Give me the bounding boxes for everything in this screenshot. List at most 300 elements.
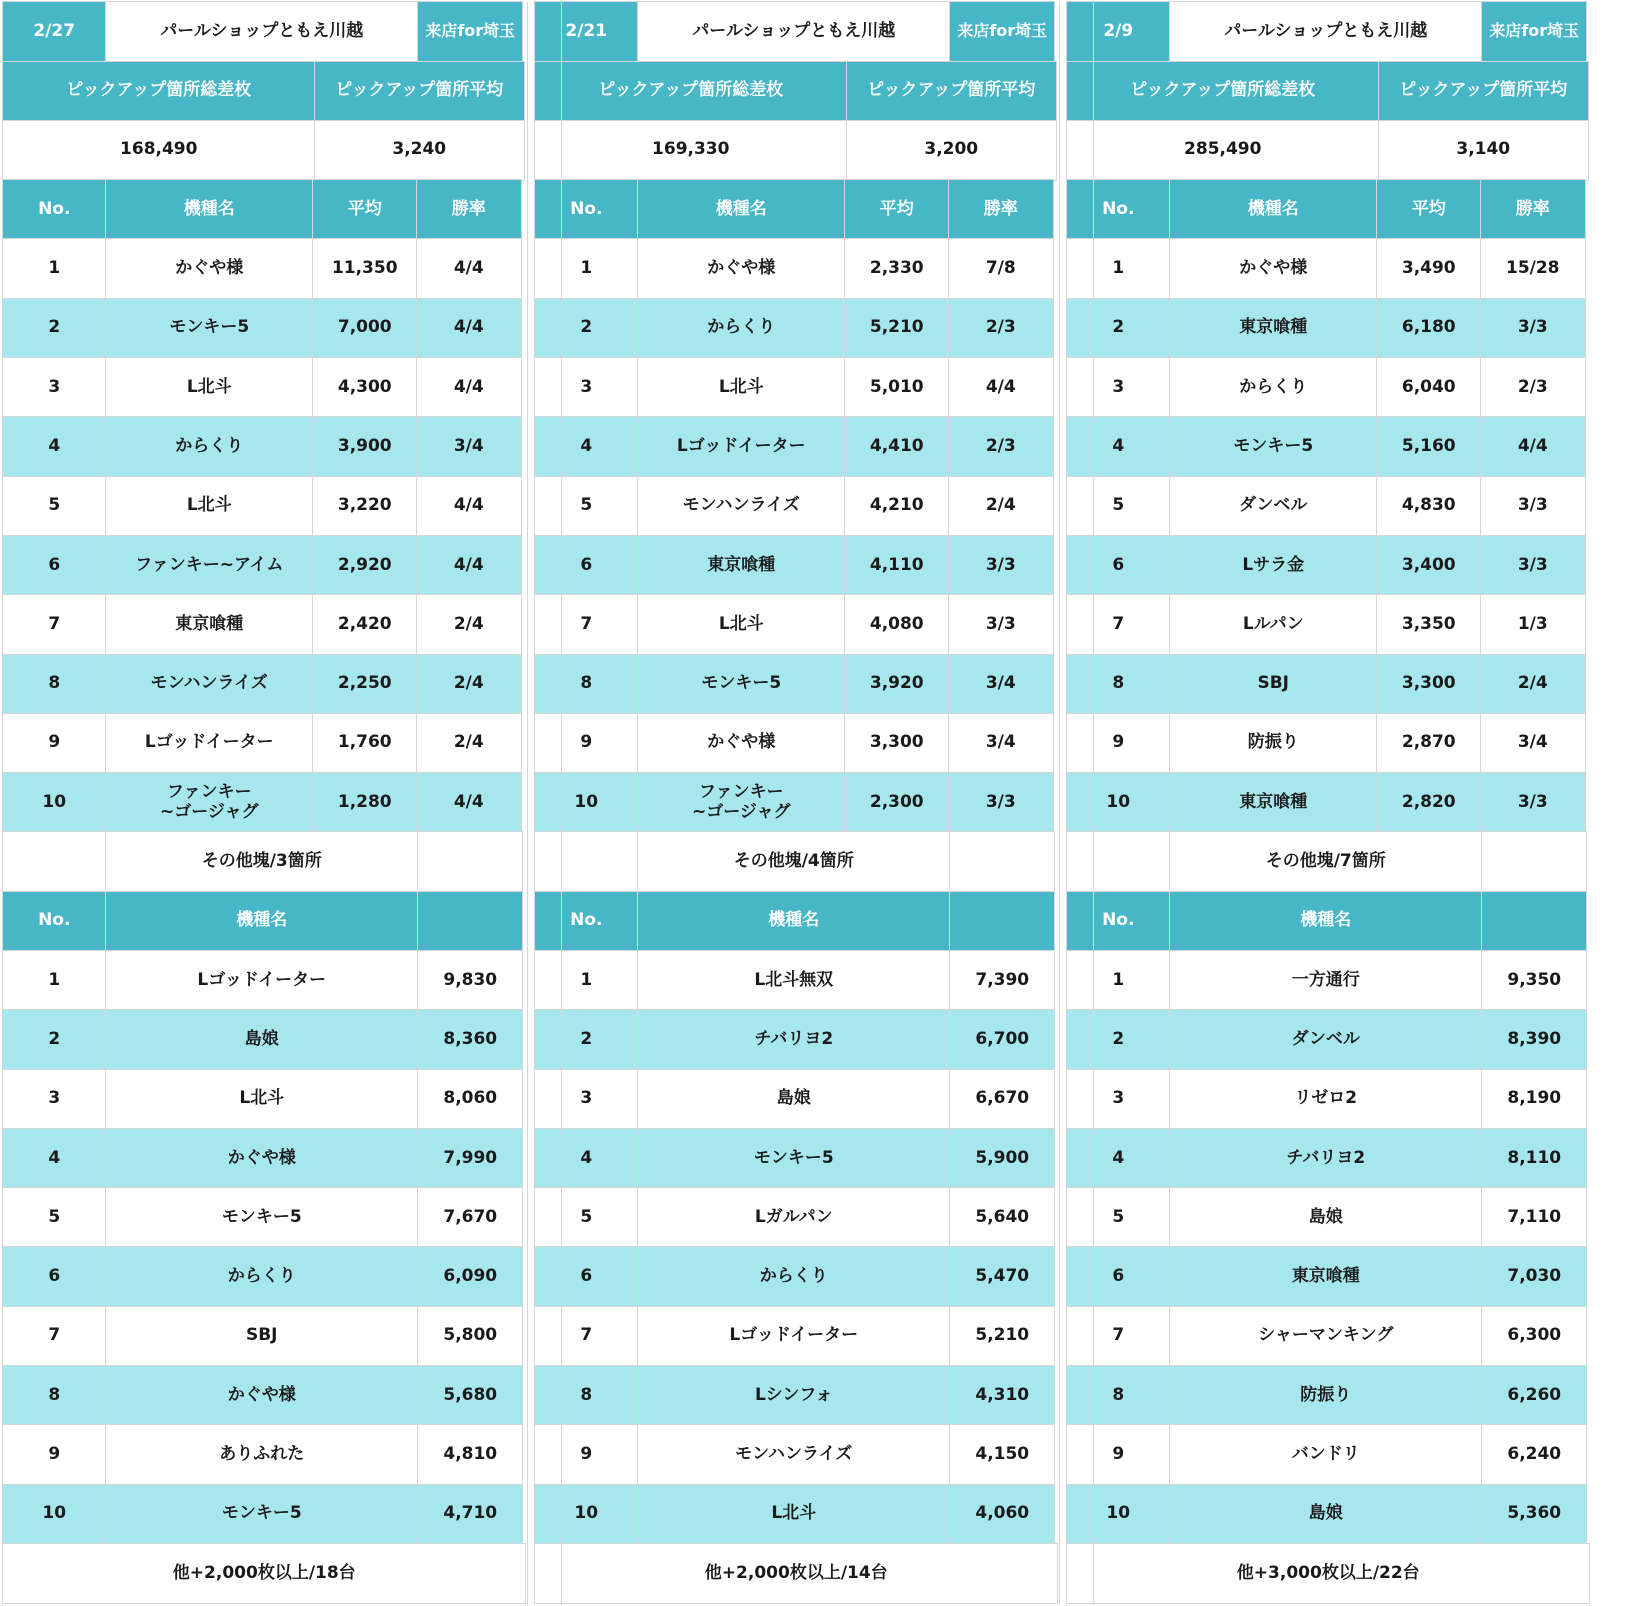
model-name-cell: Lガルパン xyxy=(637,1187,951,1248)
model-name-cell: 東京喰種 xyxy=(1169,1246,1483,1307)
average-value-cell: 4,410 xyxy=(844,416,949,477)
individual-row xyxy=(3,1307,527,1366)
rank-no-cell: 9 xyxy=(2,1424,106,1485)
average-value-cell: 4,080 xyxy=(844,594,949,655)
win-rate-cell: 3/4 xyxy=(948,654,1054,715)
model-name-cell: L北斗 xyxy=(105,357,314,418)
ranking-row xyxy=(1067,358,1591,417)
ranking-row xyxy=(1067,536,1591,595)
win-rate-cell: 1/3 xyxy=(1480,594,1586,655)
average-value-cell: 1,760 xyxy=(312,713,417,774)
average-value-cell: 6,040 xyxy=(1376,357,1481,418)
model-name-cell: モンキー5 xyxy=(105,1484,419,1545)
diff-value-cell: 9,830 xyxy=(417,950,523,1011)
win-rate-cell: 3/4 xyxy=(948,713,1054,774)
rank-no-cell: 4 xyxy=(534,416,638,477)
win-rate-cell: 2/4 xyxy=(948,476,1054,537)
win-rate-cell: 3/3 xyxy=(1480,535,1586,596)
individual-row xyxy=(535,1366,1059,1425)
win-rate-header-cell: 勝率 xyxy=(1480,179,1586,240)
total-label-cell: ピックアップ箇所総差枚 xyxy=(534,61,847,122)
rank-no-cell: 3 xyxy=(2,1069,106,1130)
shop-name-cell: パールショップともえ川越 xyxy=(105,1,419,62)
model-name-cell: ダンベル xyxy=(1169,476,1378,537)
individual-row xyxy=(535,951,1059,1010)
model-name-cell: モンキー5 xyxy=(637,654,846,715)
rank-no-cell: 4 xyxy=(2,1128,106,1189)
no-header-cell: No. xyxy=(534,891,638,952)
panel-header-row xyxy=(1067,2,1591,61)
rank-no-cell: 2 xyxy=(534,1009,638,1070)
win-rate-cell: 3/3 xyxy=(1480,772,1586,833)
rank-no-cell: 10 xyxy=(1066,1484,1170,1545)
panel-separator xyxy=(527,2,562,1605)
rank-no-cell: 1 xyxy=(534,950,638,1011)
total-value-cell: 169,330 xyxy=(534,120,847,181)
win-rate-cell: 4/4 xyxy=(948,357,1054,418)
diff-value-cell: 6,090 xyxy=(417,1246,523,1307)
model-name-cell: 東京喰種 xyxy=(637,535,846,596)
average-value-cell: 11,350 xyxy=(312,238,417,299)
average-value-cell: 2,820 xyxy=(1376,772,1481,833)
rank-no-cell: 9 xyxy=(1066,713,1170,774)
rank-no-cell: 7 xyxy=(2,1306,106,1367)
rank-no-cell: 10 xyxy=(534,1484,638,1545)
average-value-cell: 2,300 xyxy=(844,772,949,833)
model-name-cell: からくり xyxy=(105,416,314,477)
individual-row xyxy=(535,1307,1059,1366)
rank-no-cell: 6 xyxy=(1066,1246,1170,1307)
model-name-cell: からくり xyxy=(105,1246,419,1307)
win-rate-cell: 4/4 xyxy=(416,476,522,537)
model-name-cell: 東京喰種 xyxy=(1169,772,1378,833)
diff-value-cell: 4,150 xyxy=(949,1424,1055,1485)
average-value-cell: 3,300 xyxy=(1376,654,1481,715)
model-name-cell: 東京喰種 xyxy=(1169,298,1378,359)
win-rate-header-cell: 勝率 xyxy=(948,179,1054,240)
model-name-cell: モンキー5 xyxy=(637,1128,951,1189)
individual-row xyxy=(535,1129,1059,1188)
average-value-cell: 2,330 xyxy=(844,238,949,299)
individual-row xyxy=(3,1188,527,1247)
model-header-cell: 機種名 xyxy=(1169,891,1483,952)
report-panel xyxy=(1067,2,1591,1603)
other-block-cell: その他塊/3箇所 xyxy=(105,831,419,892)
rank-no-cell: 1 xyxy=(2,238,106,299)
rank-no-cell: 2 xyxy=(534,298,638,359)
empty-cell xyxy=(1481,831,1587,892)
model-name-cell: チバリヨ2 xyxy=(637,1009,951,1070)
win-rate-cell: 2/3 xyxy=(948,416,1054,477)
rank-no-cell: 10 xyxy=(534,772,638,833)
other-block-row xyxy=(1067,832,1591,891)
summary-label-row xyxy=(1067,61,1591,120)
no-header-cell: No. xyxy=(1066,891,1170,952)
report-panel xyxy=(535,2,1059,1603)
individual-row xyxy=(1067,1247,1591,1306)
diff-value-cell: 8,390 xyxy=(1481,1009,1587,1070)
rank-no-cell: 4 xyxy=(1066,416,1170,477)
diff-value-cell: 8,190 xyxy=(1481,1069,1587,1130)
rank-no-cell: 8 xyxy=(534,1365,638,1426)
average-value-cell: 3,240 xyxy=(314,120,525,181)
individual-row xyxy=(1067,1425,1591,1484)
rank-no-cell: 6 xyxy=(2,1246,106,1307)
individual-row xyxy=(3,1484,527,1543)
no-header-cell: No. xyxy=(534,179,638,240)
average-value-cell: 6,180 xyxy=(1376,298,1481,359)
rank-no-cell: 8 xyxy=(2,1365,106,1426)
rank-no-cell: 7 xyxy=(1066,594,1170,655)
empty-cell xyxy=(417,831,523,892)
model-name-cell: Lゴッドイーター xyxy=(637,1306,951,1367)
rank-no-cell: 3 xyxy=(1066,357,1170,418)
ranking-row xyxy=(1067,654,1591,713)
average-value-cell: 3,400 xyxy=(1376,535,1481,596)
rank-no-cell: 6 xyxy=(534,1246,638,1307)
win-rate-cell: 2/3 xyxy=(948,298,1054,359)
ranking-row xyxy=(535,536,1059,595)
panel-header-row xyxy=(3,2,527,61)
ranking-row xyxy=(1067,298,1591,357)
win-rate-cell: 15/28 xyxy=(1480,238,1586,299)
win-rate-cell: 3/3 xyxy=(1480,476,1586,537)
model-name-cell: ファンキー ~ゴージャグ xyxy=(637,772,846,833)
panel-separator xyxy=(1059,2,1094,1605)
diff-value-cell: 6,700 xyxy=(949,1009,1055,1070)
model-name-cell: 防振り xyxy=(1169,1365,1483,1426)
other-block-cell: その他塊/7箇所 xyxy=(1169,831,1483,892)
average-header-cell: 平均 xyxy=(312,179,417,240)
individual-row xyxy=(3,1247,527,1306)
ranking-row xyxy=(1067,595,1591,654)
ranking-row xyxy=(535,417,1059,476)
rank-no-cell: 7 xyxy=(534,1306,638,1367)
model-name-cell: SBJ xyxy=(105,1306,419,1367)
ranking-row xyxy=(535,476,1059,535)
average-value-cell: 4,830 xyxy=(1376,476,1481,537)
diff-value-cell: 8,360 xyxy=(417,1009,523,1070)
rank-no-cell: 9 xyxy=(2,713,106,774)
model-name-cell: モンハンライズ xyxy=(105,654,314,715)
summary-value-row xyxy=(3,121,527,180)
diff-value-cell: 5,640 xyxy=(949,1187,1055,1248)
model-name-cell: 島娘 xyxy=(1169,1484,1483,1545)
total-value-cell: 285,490 xyxy=(1066,120,1379,181)
average-value-cell: 2,920 xyxy=(312,535,417,596)
win-rate-cell: 3/3 xyxy=(948,594,1054,655)
average-value-cell: 3,300 xyxy=(844,713,949,774)
model-name-cell: モンキー5 xyxy=(1169,416,1378,477)
average-value-cell: 1,280 xyxy=(312,772,417,833)
diff-value-cell: 8,060 xyxy=(417,1069,523,1130)
model-name-cell: Lゴッドイーター xyxy=(637,416,846,477)
model-name-cell: Lゴッドイーター xyxy=(105,950,419,1011)
average-value-cell: 4,110 xyxy=(844,535,949,596)
summary-value-row xyxy=(1067,121,1591,180)
individual-row xyxy=(1067,951,1591,1010)
model-name-cell: モンキー5 xyxy=(105,1187,419,1248)
rank-no-cell: 2 xyxy=(2,298,106,359)
individual-row xyxy=(3,1425,527,1484)
individual-row xyxy=(535,1069,1059,1128)
ranking-row xyxy=(535,239,1059,298)
rank-no-cell: 9 xyxy=(534,1424,638,1485)
win-rate-cell: 3/4 xyxy=(416,416,522,477)
individual-row xyxy=(535,1010,1059,1069)
individual-row xyxy=(1067,1188,1591,1247)
diff-value-cell: 4,810 xyxy=(417,1424,523,1485)
average-value-cell: 4,300 xyxy=(312,357,417,418)
ranking-row xyxy=(3,239,527,298)
diff-value-cell: 6,240 xyxy=(1481,1424,1587,1485)
no-header-cell: No. xyxy=(1066,179,1170,240)
ranking-row xyxy=(3,714,527,773)
panel-header-row xyxy=(535,2,1059,61)
diff-value-cell: 6,260 xyxy=(1481,1365,1587,1426)
individual-row xyxy=(3,1010,527,1069)
rank-no-cell: 10 xyxy=(2,772,106,833)
event-cell: 来店for埼玉 xyxy=(417,1,523,62)
ranking-row xyxy=(535,358,1059,417)
model-header-cell: 機種名 xyxy=(105,891,419,952)
summary-value-row xyxy=(535,121,1059,180)
win-rate-cell: 4/4 xyxy=(416,772,522,833)
ranking-row xyxy=(535,595,1059,654)
footer-row xyxy=(1067,1544,1591,1603)
ranking-row xyxy=(3,536,527,595)
value-header-cell xyxy=(949,891,1055,952)
model-name-cell: かぐや様 xyxy=(637,238,846,299)
ranking-row xyxy=(1067,476,1591,535)
model-name-cell: L北斗 xyxy=(637,594,846,655)
model-name-cell: シャーマンキング xyxy=(1169,1306,1483,1367)
model-name-cell: ありふれた xyxy=(105,1424,419,1485)
win-rate-cell: 4/4 xyxy=(1480,416,1586,477)
event-cell: 来店for埼玉 xyxy=(1481,1,1587,62)
ranking-row xyxy=(535,773,1059,832)
rank-no-cell: 9 xyxy=(534,713,638,774)
model-name-cell: かぐや様 xyxy=(105,238,314,299)
rank-no-cell: 8 xyxy=(1066,654,1170,715)
ranking-row xyxy=(535,714,1059,773)
report-panel xyxy=(3,2,527,1603)
rank-no-cell: 4 xyxy=(1066,1128,1170,1189)
win-rate-cell: 3/4 xyxy=(1480,713,1586,774)
rank-no-cell: 5 xyxy=(1066,1187,1170,1248)
model-name-cell: ダンベル xyxy=(1169,1009,1483,1070)
rank-no-cell: 8 xyxy=(534,654,638,715)
rank-no-cell: 10 xyxy=(2,1484,106,1545)
model-name-cell: 東京喰種 xyxy=(105,594,314,655)
summary-label-row xyxy=(3,61,527,120)
individual-row xyxy=(1067,1069,1591,1128)
win-rate-header-cell: 勝率 xyxy=(416,179,522,240)
average-value-cell: 2,250 xyxy=(312,654,417,715)
ranking-row xyxy=(1067,239,1591,298)
footer-note-cell: 他+3,000枚以上/22台 xyxy=(1066,1543,1590,1604)
other-block-row xyxy=(3,832,527,891)
ranking-row xyxy=(3,298,527,357)
average-value-cell: 3,900 xyxy=(312,416,417,477)
ranking-row xyxy=(3,476,527,535)
rank-no-cell: 9 xyxy=(1066,1424,1170,1485)
average-value-cell: 5,010 xyxy=(844,357,949,418)
average-label-cell: ピックアップ箇所平均 xyxy=(314,61,525,122)
model-name-cell: L北斗 xyxy=(105,1069,419,1130)
average-label-cell: ピックアップ箇所平均 xyxy=(1378,61,1589,122)
individual-row xyxy=(1067,1129,1591,1188)
date-cell: 2/21 xyxy=(534,1,638,62)
average-label-cell: ピックアップ箇所平均 xyxy=(846,61,1057,122)
diff-value-cell: 7,390 xyxy=(949,950,1055,1011)
average-value-cell: 5,210 xyxy=(844,298,949,359)
no-header-cell: No. xyxy=(2,179,106,240)
average-value-cell: 3,490 xyxy=(1376,238,1481,299)
rank-no-cell: 5 xyxy=(534,1187,638,1248)
win-rate-cell: 2/4 xyxy=(416,594,522,655)
total-value-cell: 168,490 xyxy=(2,120,315,181)
individual-row xyxy=(535,1188,1059,1247)
shop-name-cell: パールショップともえ川越 xyxy=(637,1,951,62)
rank-no-cell: 2 xyxy=(1066,1009,1170,1070)
ranking-row xyxy=(3,773,527,832)
rank-no-cell: 6 xyxy=(2,535,106,596)
win-rate-cell: 4/4 xyxy=(416,298,522,359)
model-name-cell: モンハンライズ xyxy=(637,476,846,537)
ranking-header-row xyxy=(535,180,1059,239)
rank-no-cell: 3 xyxy=(2,357,106,418)
model-name-cell: バンドリ xyxy=(1169,1424,1483,1485)
event-cell: 来店for埼玉 xyxy=(949,1,1055,62)
rank-no-cell: 1 xyxy=(1066,238,1170,299)
footer-note-cell: 他+2,000枚以上/18台 xyxy=(2,1543,526,1604)
rank-no-cell: 8 xyxy=(1066,1365,1170,1426)
rank-no-cell: 2 xyxy=(2,1009,106,1070)
footer-row xyxy=(535,1544,1059,1603)
summary-label-row xyxy=(535,61,1059,120)
other-block-cell: その他塊/4箇所 xyxy=(637,831,951,892)
rank-no-cell: 10 xyxy=(1066,772,1170,833)
diff-value-cell: 4,060 xyxy=(949,1484,1055,1545)
ranking-row xyxy=(535,298,1059,357)
model-name-cell: 島娘 xyxy=(637,1069,951,1130)
value-header-cell xyxy=(417,891,523,952)
model-header-cell: 機種名 xyxy=(105,179,314,240)
individual-row xyxy=(1067,1010,1591,1069)
rank-no-cell: 8 xyxy=(2,654,106,715)
rank-no-cell: 7 xyxy=(2,594,106,655)
model-name-cell: L北斗 xyxy=(105,476,314,537)
win-rate-cell: 2/4 xyxy=(416,654,522,715)
win-rate-cell: 4/4 xyxy=(416,535,522,596)
rank-no-cell: 5 xyxy=(2,476,106,537)
diff-value-cell: 5,800 xyxy=(417,1306,523,1367)
average-header-cell: 平均 xyxy=(1376,179,1481,240)
rank-no-cell: 7 xyxy=(534,594,638,655)
individual-header-row xyxy=(535,891,1059,950)
date-cell: 2/27 xyxy=(2,1,106,62)
model-name-cell: Lルパン xyxy=(1169,594,1378,655)
model-name-cell: 防振り xyxy=(1169,713,1378,774)
model-name-cell: SBJ xyxy=(1169,654,1378,715)
model-name-cell: 島娘 xyxy=(1169,1187,1483,1248)
individual-row xyxy=(3,1129,527,1188)
rank-no-cell: 6 xyxy=(1066,535,1170,596)
rank-no-cell: 5 xyxy=(1066,476,1170,537)
win-rate-cell: 3/3 xyxy=(1480,298,1586,359)
model-name-cell: Lサラ金 xyxy=(1169,535,1378,596)
win-rate-cell: 4/4 xyxy=(416,238,522,299)
individual-row xyxy=(1067,1484,1591,1543)
total-label-cell: ピックアップ箇所総差枚 xyxy=(2,61,315,122)
rank-no-cell: 2 xyxy=(1066,298,1170,359)
model-name-cell: モンハンライズ xyxy=(637,1424,951,1485)
individual-row xyxy=(3,951,527,1010)
diff-value-cell: 7,670 xyxy=(417,1187,523,1248)
average-value-cell: 3,350 xyxy=(1376,594,1481,655)
ranking-row xyxy=(3,417,527,476)
win-rate-cell: 3/3 xyxy=(948,535,1054,596)
diff-value-cell: 5,680 xyxy=(417,1365,523,1426)
ranking-row xyxy=(3,358,527,417)
model-name-cell: からくり xyxy=(1169,357,1378,418)
rank-no-cell: 3 xyxy=(534,357,638,418)
model-name-cell: Lゴッドイーター xyxy=(105,713,314,774)
rank-no-cell: 5 xyxy=(534,476,638,537)
ranking-row xyxy=(1067,773,1591,832)
model-name-cell: かぐや様 xyxy=(637,713,846,774)
ranking-row xyxy=(3,595,527,654)
ranking-row xyxy=(1067,417,1591,476)
model-name-cell: ファンキー~アイム xyxy=(105,535,314,596)
individual-header-row xyxy=(1067,891,1591,950)
model-name-cell: L北斗無双 xyxy=(637,950,951,1011)
date-cell: 2/9 xyxy=(1066,1,1170,62)
rank-no-cell: 7 xyxy=(1066,1306,1170,1367)
diff-value-cell: 5,360 xyxy=(1481,1484,1587,1545)
model-name-cell: からくり xyxy=(637,1246,951,1307)
rank-no-cell: 4 xyxy=(2,416,106,477)
rank-no-cell: 1 xyxy=(2,950,106,1011)
model-name-cell: からくり xyxy=(637,298,846,359)
footer-note-cell: 他+2,000枚以上/14台 xyxy=(534,1543,1058,1604)
model-header-cell: 機種名 xyxy=(637,891,951,952)
diff-value-cell: 8,110 xyxy=(1481,1128,1587,1189)
model-name-cell: チバリヨ2 xyxy=(1169,1128,1483,1189)
rank-no-cell: 6 xyxy=(534,535,638,596)
individual-row xyxy=(3,1069,527,1128)
no-header-cell: No. xyxy=(2,891,106,952)
model-name-cell: かぐや様 xyxy=(1169,238,1378,299)
individual-row xyxy=(1067,1307,1591,1366)
average-value-cell: 3,140 xyxy=(1378,120,1589,181)
value-header-cell xyxy=(1481,891,1587,952)
diff-value-cell: 5,210 xyxy=(949,1306,1055,1367)
individual-header-row xyxy=(3,891,527,950)
footer-row xyxy=(3,1544,527,1603)
rank-no-cell: 5 xyxy=(2,1187,106,1248)
diff-value-cell: 6,670 xyxy=(949,1069,1055,1130)
average-value-cell: 7,000 xyxy=(312,298,417,359)
model-name-cell: モンキー5 xyxy=(105,298,314,359)
rank-no-cell: 1 xyxy=(1066,950,1170,1011)
individual-row xyxy=(535,1425,1059,1484)
empty-cell xyxy=(949,831,1055,892)
diff-value-cell: 7,990 xyxy=(417,1128,523,1189)
diff-value-cell: 9,350 xyxy=(1481,950,1587,1011)
model-name-cell: Lシンフォ xyxy=(637,1365,951,1426)
